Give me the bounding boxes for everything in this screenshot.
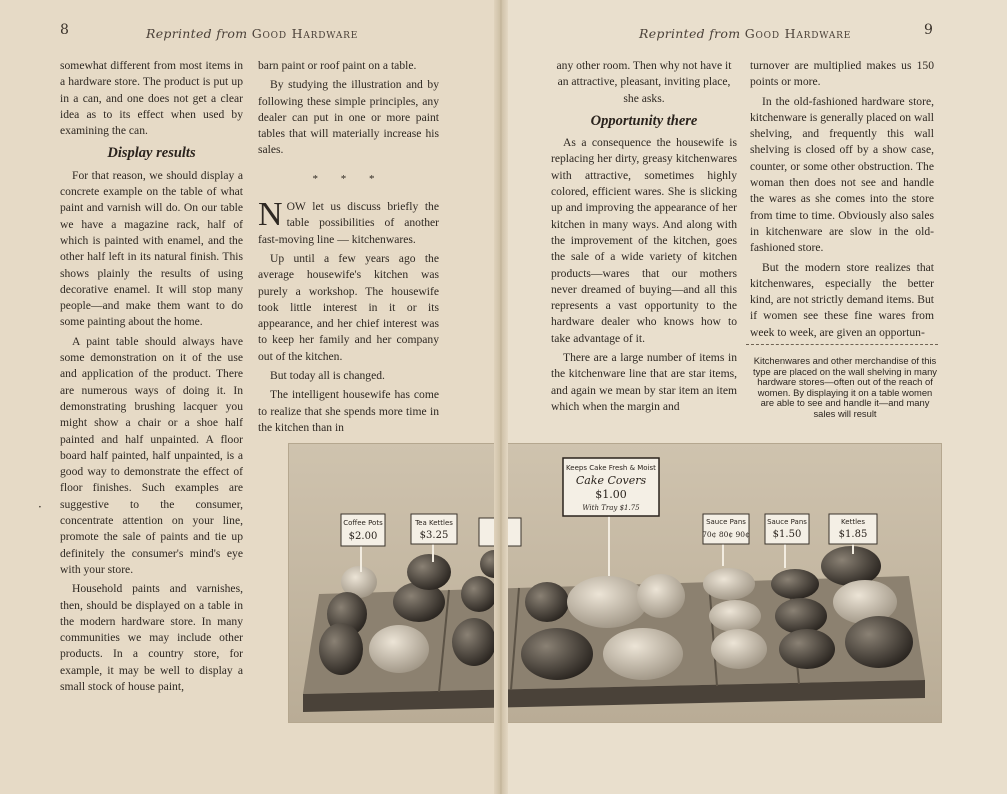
paragraph: By studying the illustration and by following these simple principles, any dealer can put in one or more paint tables that will materially increase his sales.: [258, 78, 439, 157]
sign-price: $3.25: [419, 530, 449, 541]
photo-illustration: [289, 444, 941, 722]
paragraph: But today all is changed.: [270, 369, 385, 383]
photo-caption: Kitchenwares and other merchandise of this type are placed on the wall shelving in many hardware stores—often out of the reach of women. By displaying it on a table women are able to see and handle it—and many sales will result: [753, 355, 937, 419]
sign-price: $1.00: [595, 488, 627, 501]
page-number-right: 9: [924, 22, 933, 38]
sign-price: 70¢ 80¢ 90¢: [702, 530, 750, 539]
caption-rule: [746, 344, 938, 345]
right-column-2: [750, 58, 934, 344]
sign-kettles: [829, 514, 877, 544]
running-head-prefix: Reprinted from: [639, 26, 741, 41]
paragraph-text: OW let us discuss briefly the table possibilities of another fast-moving line — kitchenwares.: [258, 200, 439, 246]
left-column-2: [258, 58, 439, 439]
sign-cake-covers: [563, 458, 659, 516]
paragraph: There are a large number of items in the kitchenware line that are star items, and again we mean by star item an item which when the margin and: [551, 351, 737, 413]
sign-top-line: Keeps Cake Fresh & Moist: [566, 464, 656, 472]
sign-subline: With Tray $1.75: [582, 504, 640, 512]
paragraph: Up until a few years ago the average housewife's kitchen was purely a workshop. The housewife took little interest in it or its appearance, and her chief interest was to keep her family and her company out of the kitchen.: [258, 251, 439, 363]
sign-sauce-pans-1: [702, 514, 750, 544]
running-head-left: [146, 26, 358, 41]
sign-price: $2.00: [348, 531, 378, 542]
right-column-1: [551, 58, 737, 418]
sign-price: $1.85: [838, 529, 868, 540]
paragraph: A paint table should always have some demonstration on it of the use and application of the product. There are numerous ways of doing it. In demonstrating brushing lacquer you might show a chair or a shoe half painted and half unpainted. A floor board half painted, half unpainted, is a good way to demonstrate the effect of floor finishes. Such examples are suggestive to the consumer, concentrate attention on your line, promote the sale of paints and tie up definitely the consumer's mind's eye with your store.: [60, 334, 243, 576]
margin-mark: ·: [38, 500, 42, 514]
sign-label: Sauce Pans: [706, 518, 746, 526]
section-heading: Display results: [107, 145, 196, 162]
page-number-left: 8: [60, 22, 69, 38]
sign-tea-kettles: [411, 514, 457, 544]
running-head-magazine: Good Hardware: [251, 26, 359, 41]
paragraph: any other room. Then why not have it an attractive, pleasant, inviting place, she asks.: [556, 59, 732, 105]
paragraph: As a consequence the housewife is replacing her dirty, greasy kitchenwares with attractive, sometimes highly colored, efficient wares. She is slicking up and improving the appearance of her kitchen in many ways. And along with the improvement of the kitchen, goes the sale of a wide variety of kitchen products—wares that our mothers never dreamed of buying—and all this represents a vast opportunity to the hardware dealer who knows how to take advantage of it.: [551, 136, 737, 345]
paragraph: turnover are multiplied makes us 150 points or more.: [750, 59, 934, 89]
paragraph: But the modern store realizes that kitchenwares, especially the better kind, are not strictly demand items. But if women see these fine wares from week to week, are given an opportun-: [750, 260, 934, 339]
paragraph: The intelligent housewife has come to realize that she spends more time in the kitchen than in: [258, 388, 439, 434]
sign-label: Coffee Pots: [343, 519, 383, 527]
book-gutter: [494, 0, 508, 794]
paragraph: barn paint or roof paint on a table.: [258, 59, 417, 72]
sign-label: Sauce Pans: [767, 518, 807, 526]
left-column-1: [60, 58, 243, 698]
sign-title: Cake Covers: [575, 474, 647, 487]
dropcap-paragraph: [258, 196, 439, 248]
drop-cap: N: [258, 196, 283, 234]
paragraph: For that reason, we should display a concrete example on the table of what paint and varnish will do. On our table we have a magazine rack, half of which is painted with enamel, and the other half left in its natural finish. This shows plainly the results of using decorative enamel. It will stop many people—and make them want to do some painting about the home.: [60, 168, 243, 329]
running-head-right: [639, 26, 851, 41]
running-head-magazine: Good Hardware: [744, 26, 852, 41]
sign-label: Kettles: [841, 518, 865, 526]
section-break-stars: * * *: [312, 172, 385, 185]
running-head-prefix: Reprinted from: [146, 26, 248, 41]
sign-label: Tea Kettles: [415, 519, 453, 527]
kitchenware-display-photo: [288, 443, 942, 723]
paragraph: In the old-fashioned hardware store, kitchenware is generally placed on wall shelving, and frequently this wall shelving is closed off by a show case, counter, or some other obstruction. The woman then does not see and handle the wares as she comes into the store from time to time. Obviously also sales in kitchenware are slow in the old-fashioned store.: [750, 94, 934, 255]
section-heading: Opportunity there: [590, 112, 698, 129]
sign-price: $1.50: [772, 529, 802, 540]
paragraph: somewhat different from most items in a hardware store. The product is put up in a can, and one does not get a clear idea as to its effect when used by examining the can.: [60, 59, 243, 138]
sign-coffee-pots: [341, 514, 385, 546]
sign-sauce-pans-2: [765, 514, 809, 544]
paragraph: Household paints and varnishes, then, should be displayed on a table in the modern hardware store. In many communities we may include other products. In a country store, for example, it may be well to display a small stock of house paint,: [60, 582, 243, 693]
